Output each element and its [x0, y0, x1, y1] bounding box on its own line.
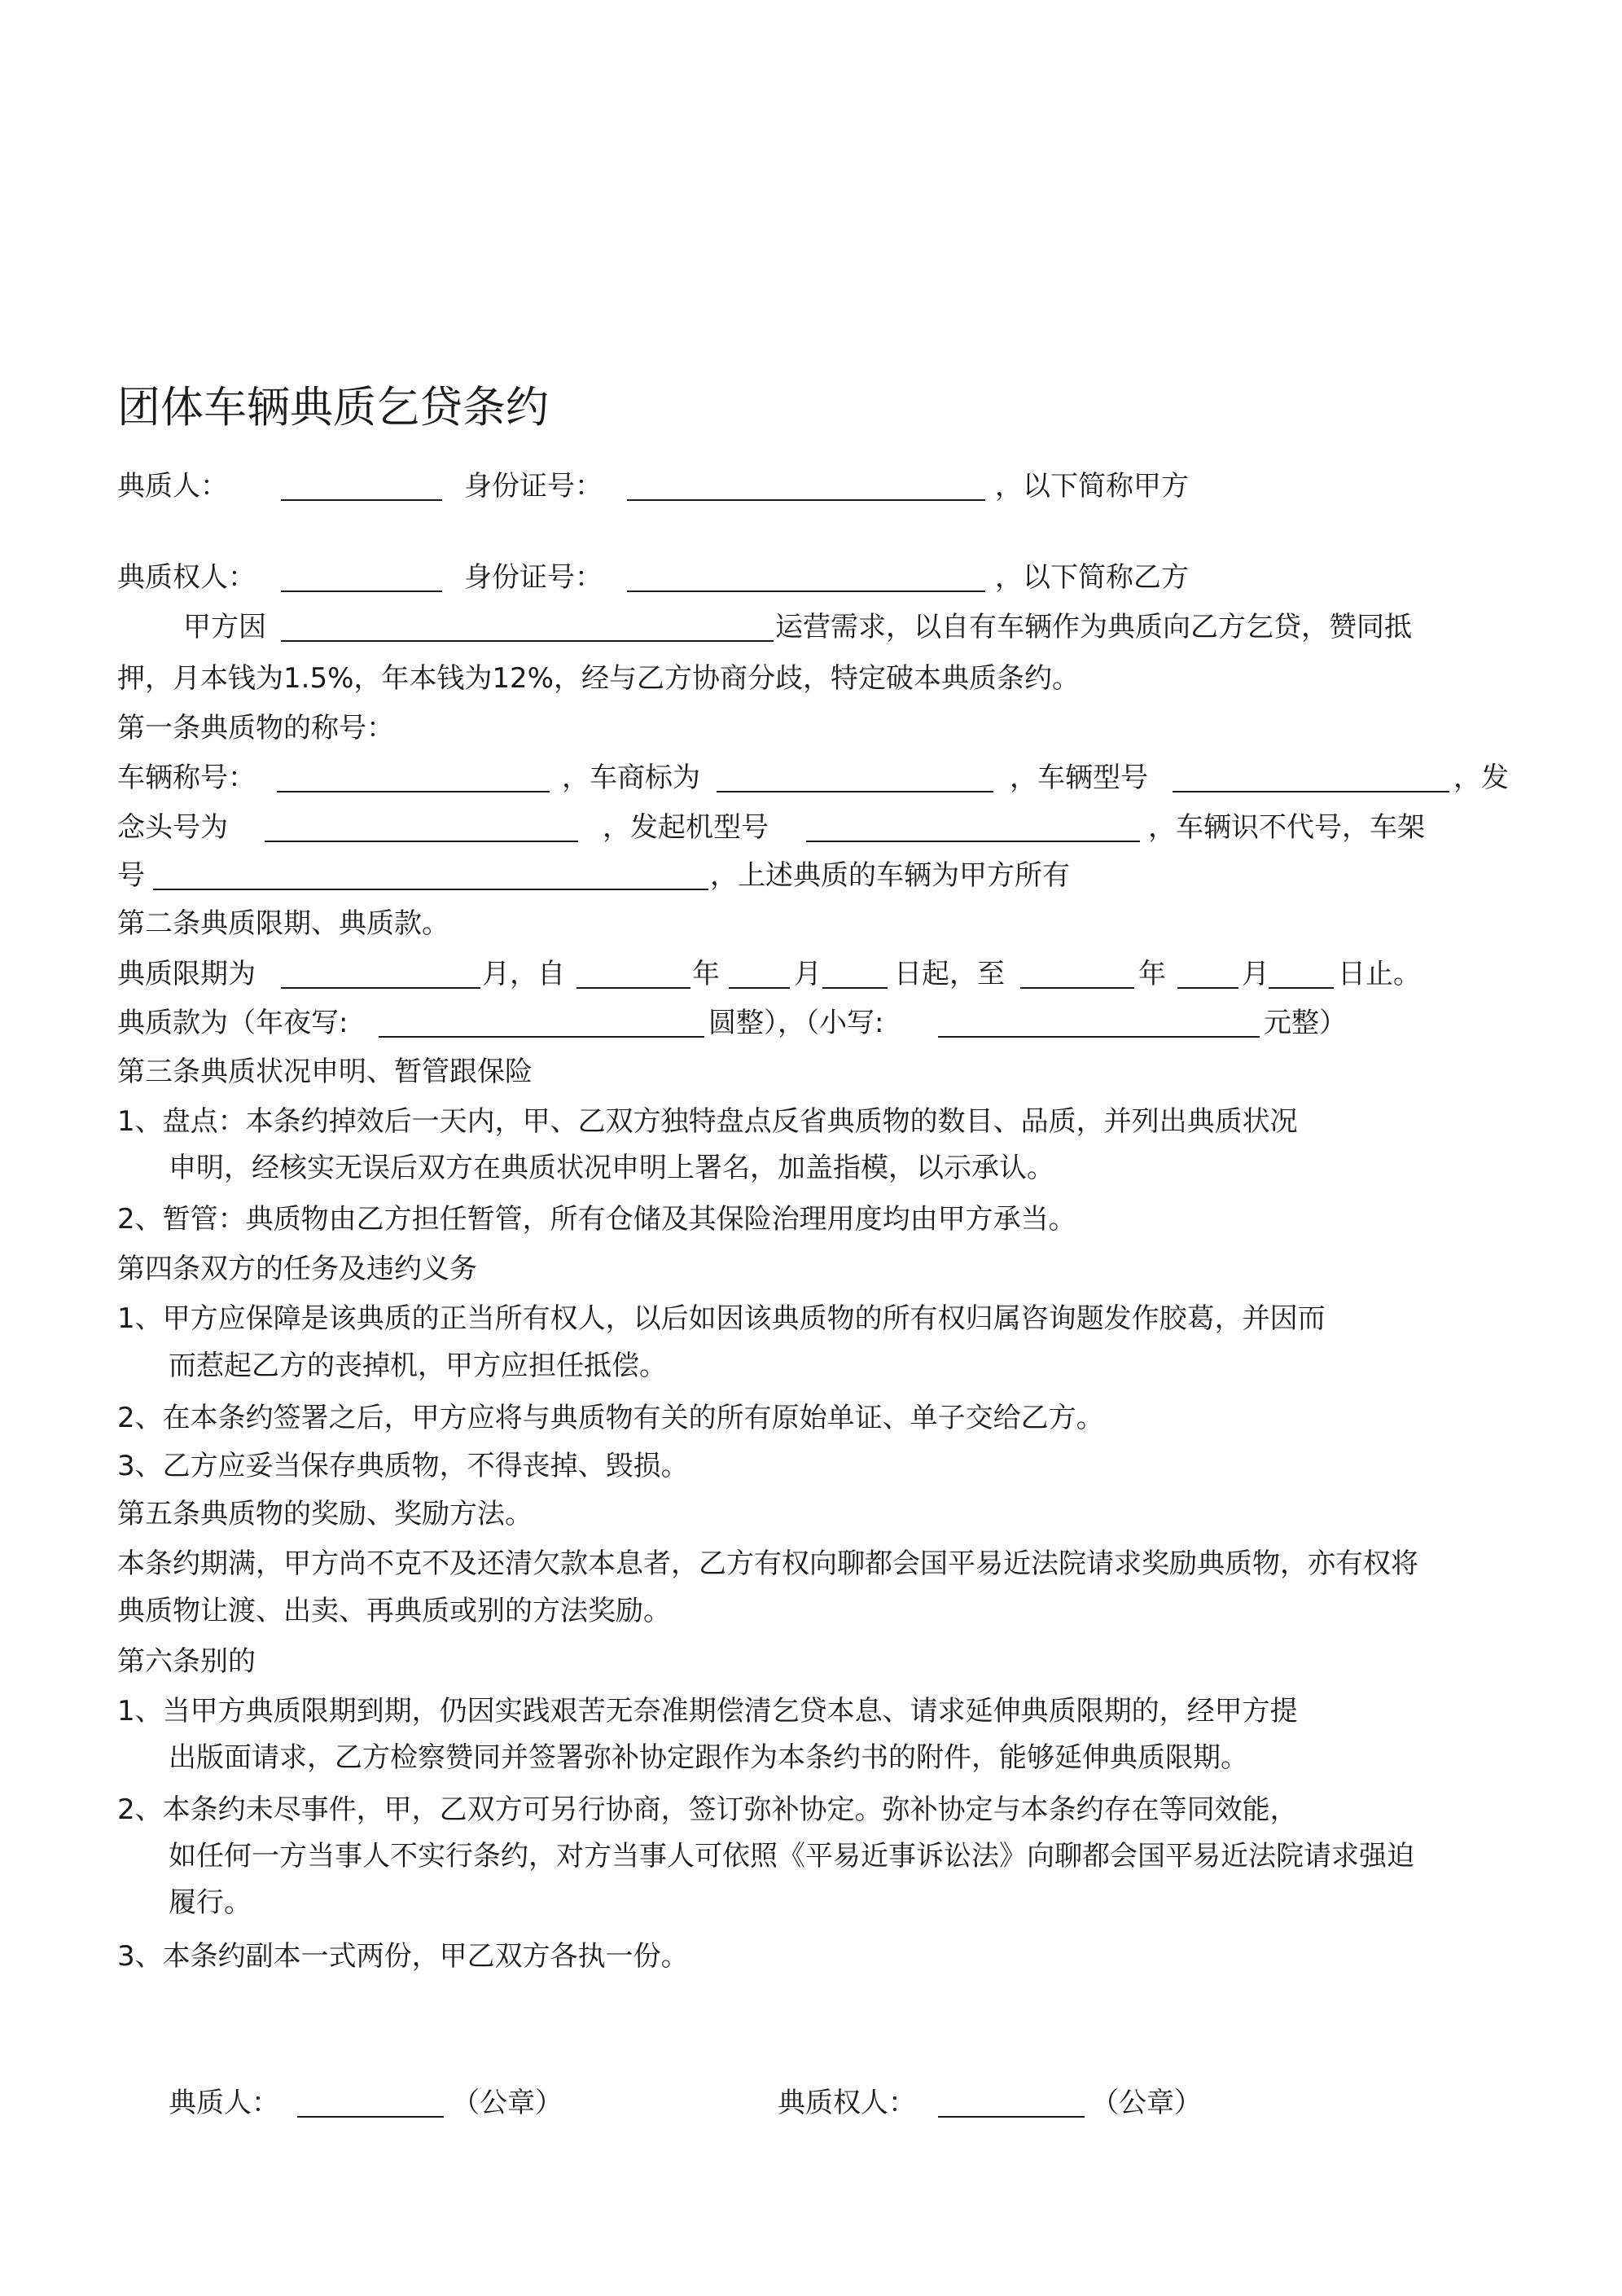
pledgee-name-blank[interactable]: [281, 566, 442, 592]
pledgor-suffix: ，以下简称甲方: [995, 470, 1189, 503]
from-day-blank[interactable]: [822, 963, 888, 989]
article1-heading-text: 第一条典质物的称号：: [117, 712, 394, 744]
vin-label: ，车辆识不代号，车架: [1148, 811, 1425, 844]
frame-blank[interactable]: [153, 864, 708, 890]
from-month-label: 月: [794, 958, 822, 990]
to-year-label: 年: [1138, 958, 1166, 990]
from-month-blank[interactable]: [729, 963, 790, 989]
owner-text: ，上述典质的车辆为甲方所有: [710, 859, 1070, 892]
fa-label: ，发: [1453, 762, 1509, 794]
amount-words-blank[interactable]: [379, 1012, 704, 1038]
amount-mid-label: 圆整），（小写:: [708, 1007, 884, 1039]
article5-text: 本条约期满，甲方尚不克不及还清欠款本息者，乙方有权向聊都会国平易近法院请求奖励典质物，亦有权将: [117, 1547, 1418, 1580]
article5-heading-text: 第五条典质物的奖励、奖励方法。: [117, 1498, 533, 1530]
pledgor-id-label: 身份证号：: [464, 470, 603, 503]
pledgor-name-blank[interactable]: [281, 475, 442, 501]
article4-item1-cont: 而惹起乙方的丧掉机，甲方应担任抵偿。: [169, 1350, 667, 1382]
to-year-blank[interactable]: [1020, 963, 1134, 989]
term-month-label: 月，自: [482, 958, 565, 990]
article4-item2-text: 2、在本条约签署之后，甲方应将与典质物有关的所有原始单证、单子交给乙方。: [117, 1402, 1104, 1434]
signature-pledgee-blank[interactable]: [938, 2092, 1085, 2118]
vehicle-name-label: 车辆称号：: [117, 762, 256, 794]
article4-item1-text: 1、甲方应保障是该典质的正当所有权人，以后如因该典质物的所有权归属咨询题发作胶葛，并因而: [117, 1302, 1326, 1335]
pledgee-id-label: 身份证号：: [464, 561, 603, 594]
from-year-blank[interactable]: [576, 963, 690, 989]
engine-model-label: ，发起机型号: [603, 811, 769, 844]
article6-item1-text: 1、当甲方典质限期到期，仍因实践艰苦无奈准期偿清乞贷本息、请求延伸典质限期的，经甲方提: [117, 1695, 1298, 1727]
reason-blank[interactable]: [281, 616, 774, 642]
article2-heading-text: 第二条典质限期、典质款。: [117, 907, 449, 940]
term-label: 典质限期为: [117, 958, 256, 990]
from-year-label: 年: [692, 958, 720, 990]
engine-no-label: 念头号为: [117, 811, 228, 844]
signature-pledgee-seal: （公章）: [1091, 2087, 1202, 2119]
pledgee-label: 典质权人：: [117, 561, 256, 594]
intro-part1: 甲方因: [183, 611, 266, 643]
to-day-label: 日止。: [1338, 958, 1421, 990]
to-month-blank[interactable]: [1177, 963, 1238, 989]
pledgee-suffix: ，以下简称乙方: [995, 561, 1189, 594]
article6-item2-end: 履行。: [169, 1886, 252, 1919]
amount-digits-blank[interactable]: [938, 1012, 1260, 1038]
brand-blank[interactable]: [717, 766, 993, 792]
article3-item1-cont: 申明，经核实无误后双方在典质状况申明上署名，加盖指模，以示承认。: [169, 1152, 1054, 1184]
amount-end-label: 元整）: [1264, 1007, 1347, 1039]
article4-item3-text: 3、乙方应妥当保存典质物，不得丧掉、毁损。: [117, 1450, 689, 1482]
article3-item1-text: 1、盘点：本条约掉效后一天内，甲、乙双方独特盘点反省典质物的数目、品质，并列出典质状况: [117, 1105, 1298, 1138]
pledgor-id-blank[interactable]: [627, 475, 985, 501]
amount-label: 典质款为（年夜写:: [117, 1007, 349, 1039]
signature-pledgor-label: 典质人：: [169, 2087, 279, 2119]
article6-item1-cont: 出版面请求，乙方检察赞同并签署弥补协定跟作为本条约书的附件，能够延伸典质限期。: [169, 1741, 1248, 1774]
signature-pledgor-seal: （公章）: [452, 2087, 563, 2119]
article6-heading-text: 第六条别的: [117, 1645, 256, 1678]
model-label: ，车辆型号: [1010, 762, 1148, 794]
brand-label: ，车商标为: [562, 762, 700, 794]
engine-model-blank[interactable]: [806, 816, 1140, 842]
article6-item2-cont: 如任何一方当事人不实行条约，对方当事人可依照《平易近事诉讼法》向聊都会国平易近法院请求强迫: [169, 1840, 1414, 1872]
pledgor-label: 典质人：: [117, 470, 228, 503]
article3-item2-text: 2、暂管：典质物由乙方担任暂管，所有仓储及其保险治理用度均由甲方承当。: [117, 1203, 1076, 1236]
to-month-label: 月: [1242, 958, 1269, 990]
article6-item3-text: 3、本条约副本一式两份，甲乙双方各执一份。: [117, 1940, 689, 1973]
article6-item2-text: 2、本条约未尽事件，甲，乙双方可另行协商，签订弥补协定。弥补协定与本条约存在等同效能，: [117, 1793, 1298, 1826]
term-months-blank[interactable]: [281, 963, 480, 989]
article4-heading-text: 第四条双方的任务及违约义务: [117, 1253, 477, 1285]
signature-pledgor-blank[interactable]: [297, 2092, 444, 2118]
intro-part2: 运营需求，以自有车辆作为典质向乙方乞贷，赞同抵: [775, 611, 1412, 643]
to-day-blank[interactable]: [1269, 963, 1334, 989]
engine-no-blank[interactable]: [265, 816, 578, 842]
intro-part3: 押，月本钱为1.5%，年本钱为12%，经与乙方协商分歧，特定破本典质条约。: [117, 662, 1080, 695]
pledgee-id-blank[interactable]: [627, 566, 985, 592]
frame-label: 号: [117, 859, 145, 892]
vehicle-name-blank[interactable]: [277, 766, 550, 792]
from-day-label: 日起，至: [894, 958, 1005, 990]
model-blank[interactable]: [1173, 766, 1449, 792]
signature-pledgee-label: 典质权人：: [778, 2087, 916, 2119]
article3-heading-text: 第三条典质状况申明、暂管跟保险: [117, 1056, 533, 1088]
document-title: 团体车辆典质乞贷条约: [117, 383, 549, 432]
article5-text-cont: 典质物让渡、出卖、再典质或别的方法奖励。: [117, 1595, 671, 1627]
